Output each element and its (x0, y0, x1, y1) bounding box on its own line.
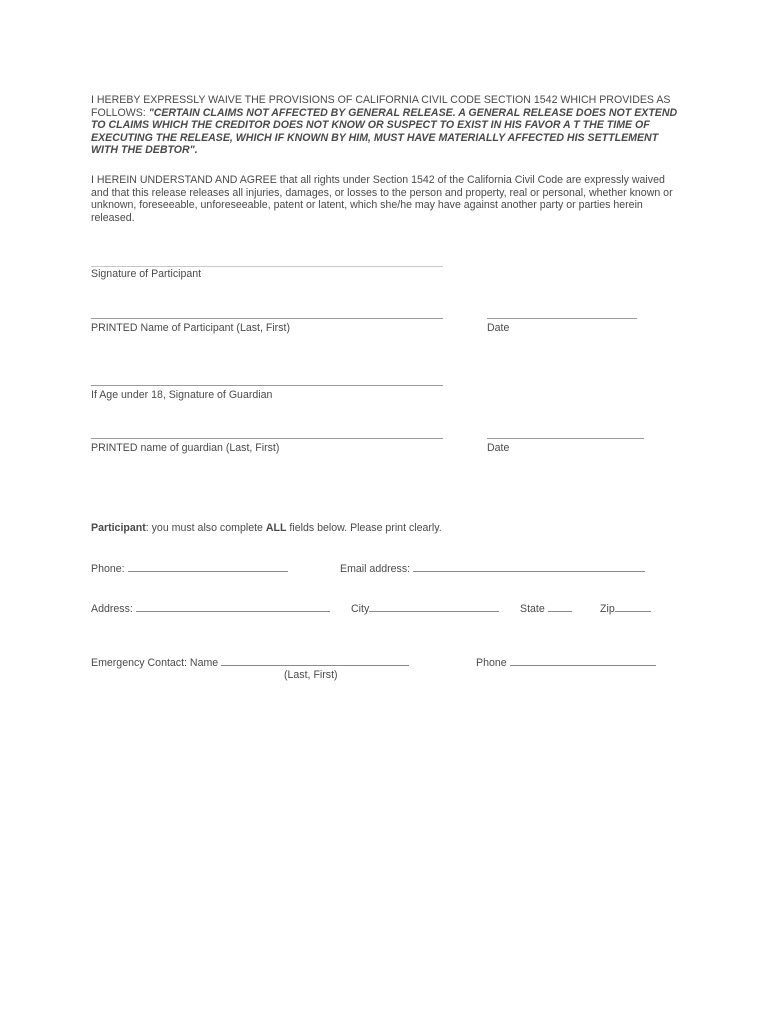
guardian-printed-name-label: PRINTED name of guardian (Last, First) (91, 442, 280, 454)
waiver-intro: I HEREBY EXPRESSLY WAIVE THE PROVISIONS OF CALIFORNIA CIVIL CODE SECTION 1542 WHICH PROVIDES AS FOLLOWS: (91, 94, 671, 119)
emergency-phone-field (476, 656, 656, 669)
city-field (351, 602, 499, 615)
city-label: City (351, 603, 370, 615)
instructions-emphasis: ALL (265, 522, 287, 534)
guardian-printed-name-line[interactable] (91, 438, 443, 439)
guardian-date-label: Date (487, 442, 510, 454)
civil-code-quote: "CERTAIN CLAIMS NOT AFFECTED BY GENERAL RELEASE. A GENERAL RELEASE DOES NOT EXTEND TO CLAIMS WHICH THE CREDITOR DOES NOT KNOW OR SUSPECT TO EXIST IN HIS FAVOR A T THE TIME OF EXECUTING THE RELEASE, WHICH IF KNOWN BY HIM, MUST HAVE MATERIALLY AFFECTED HIS SETTLEMENT WITH THE DEBTOR". (91, 106, 678, 157)
emergency-phone-label: Phone (476, 657, 507, 669)
instructions-tail: fields below. Please print clearly. (286, 522, 442, 534)
emergency-name-hint: (Last, First) (284, 669, 338, 681)
state-input[interactable] (548, 602, 572, 612)
phone-field (91, 562, 288, 575)
guardian-signature-label: If Age under 18, Signature of Guardian (91, 389, 273, 401)
emergency-contact-label: Emergency Contact: Name (91, 657, 219, 669)
emergency-phone-input[interactable] (510, 656, 656, 666)
state-field (520, 602, 572, 615)
participant-date-line[interactable] (487, 318, 637, 319)
phone-input[interactable] (128, 562, 288, 572)
email-input[interactable] (413, 562, 645, 572)
address-field (91, 602, 330, 615)
waiver-paragraph (91, 94, 681, 157)
emergency-contact-field (91, 656, 409, 669)
participant-signature-label: Signature of Participant (91, 268, 202, 280)
instructions-middle: : you must also complete (145, 522, 266, 534)
state-label: State (520, 603, 545, 615)
city-input[interactable] (369, 602, 499, 612)
agreement-paragraph: I HEREIN UNDERSTAND AND AGREE that all rights under Section 1542 of the California Civil Code are expressly waived and that this release releases all injuries, damages, or losses to the person and property, real or personal, whether known or unknown, foreseeable, unforeseeable, patent or latent, which she/he may have against another party or parties herein released. (91, 174, 673, 224)
participant-date-label: Date (487, 322, 510, 334)
instructions-lead: Participant (91, 522, 146, 534)
zip-field (600, 602, 651, 615)
email-label: Email address: (340, 563, 411, 575)
phone-label: Phone: (91, 563, 125, 575)
zip-input[interactable] (615, 602, 651, 612)
address-input[interactable] (136, 602, 330, 612)
emergency-name-input[interactable] (221, 656, 409, 666)
participant-printed-name-line[interactable] (91, 318, 443, 319)
participant-signature-line[interactable] (91, 266, 443, 267)
participant-printed-name-label: PRINTED Name of Participant (Last, First) (91, 322, 290, 334)
zip-label: Zip (600, 603, 615, 615)
participant-instructions (91, 522, 442, 534)
guardian-date-line[interactable] (487, 438, 644, 439)
email-field (340, 562, 645, 575)
guardian-signature-line[interactable] (91, 385, 443, 386)
address-label: Address: (91, 603, 133, 615)
